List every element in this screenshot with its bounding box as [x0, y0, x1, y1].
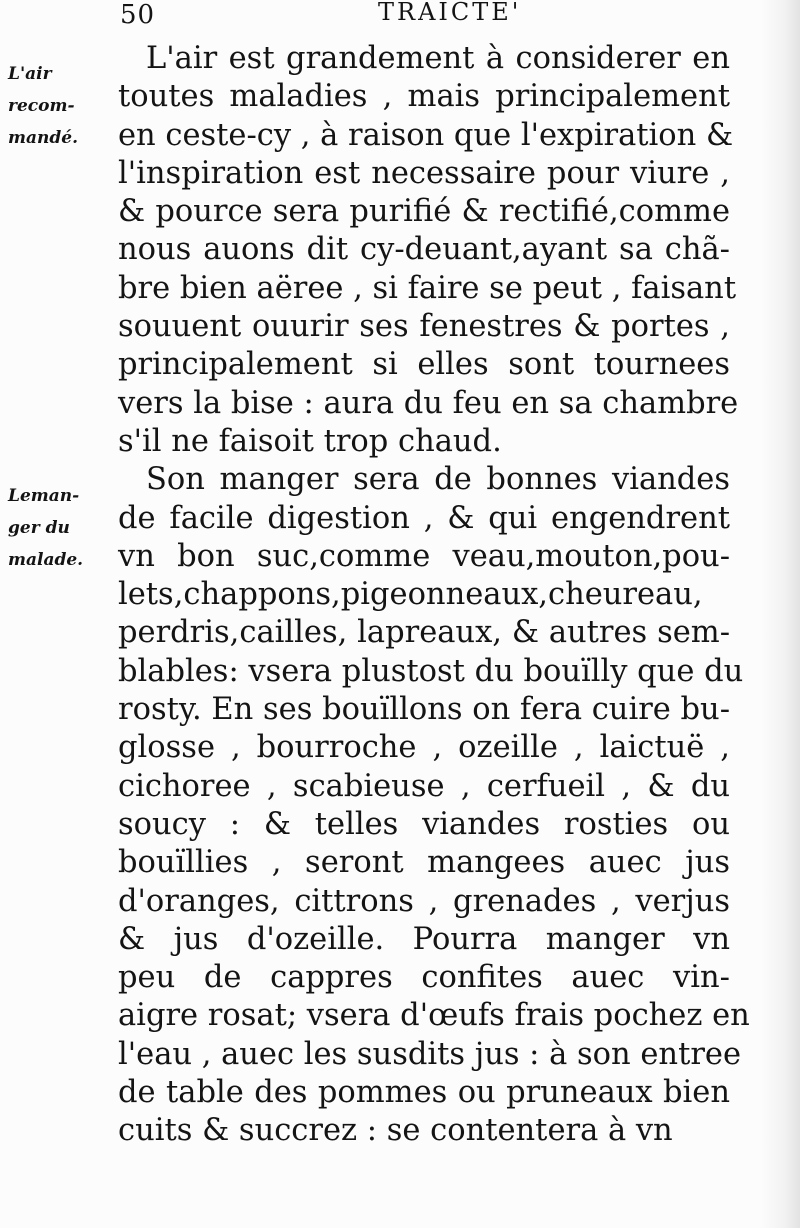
text-line: rosty. En ses bouïllons on fera cuire bu- [118, 692, 730, 728]
text-line: principalement si elles sont tournees [118, 347, 730, 383]
margin-note-line: L'air [8, 64, 52, 84]
text-line: bre bien aëree , si faire se peut , faisant [118, 270, 737, 306]
text-line: & jus d'ozeille. Pourra manger vn [118, 921, 730, 957]
text-line: vn bon suc,comme veau,mouton,pou- [118, 538, 730, 574]
running-title: TRAICTE' [378, 0, 522, 26]
text-line: l'eau , auec les susdits jus : à son entree [118, 1036, 742, 1072]
text-line: lets,chappons,pigeonneaux,cheureau, [118, 577, 703, 613]
text-line: en ceste-cy , à raison que l'expiration & [118, 117, 734, 153]
text-line: soucy : & telles viandes rosties ou [118, 806, 730, 842]
margin-note-line: recom- [8, 96, 75, 116]
text-line: glosse , bourroche , ozeille , laictuë , [118, 730, 730, 766]
text-line: L'air est grandement à considerer en [146, 41, 730, 76]
text-line: de table des pommes ou pruneaux bien [118, 1075, 730, 1111]
text-line: perdris,cailles, lapreaux, & autres sem- [118, 615, 730, 651]
text-line: Son manger sera de bonnes viandes [146, 462, 730, 498]
margin-note-air [8, 58, 118, 154]
text-line: cuits & succrez : se contentera à vn [118, 1113, 673, 1149]
margin-note-line: Leman- [8, 486, 80, 506]
text-line: l'inspiration est necessaire pour viure , [118, 155, 730, 191]
margin-note-line: mandé. [8, 128, 78, 148]
page-number: 50 [120, 0, 156, 30]
page-header [0, 0, 800, 28]
text-line: vers la bise : aura du feu en sa chambre [118, 385, 739, 421]
text-line: peu de cappres confites auec vin- [118, 960, 730, 996]
body-text [118, 40, 750, 1151]
text-line: s'il ne faisoit trop chaud. [118, 423, 502, 459]
paragraph-manger [118, 461, 750, 1150]
text-line: toutes maladies , mais principalement [118, 79, 730, 115]
margin-note-line: ger du [8, 518, 70, 538]
text-line: bouïllies , seront mangees auec jus [118, 845, 730, 881]
text-line: nous auons dit cy-deuant,ayant sa chã- [118, 232, 730, 268]
text-line: de facile digestion , & qui engendrent [118, 500, 730, 536]
text-line: blables: vsera plustost du bouïlly que du [118, 653, 744, 689]
text-line: aigre rosat; vsera d'œufs frais pochez en [118, 998, 750, 1034]
text-line: d'oranges, cittrons , grenades , verjus [118, 883, 730, 919]
margin-note-line: malade. [8, 550, 84, 570]
text-line: & pource sera purifié & rectifié,comme [118, 194, 730, 230]
margin-note-manger [8, 480, 118, 576]
page-gutter-shadow [760, 0, 800, 1228]
text-line: cichoree , scabieuse , cerfueil , & du [118, 768, 730, 804]
paragraph-air [118, 40, 739, 461]
text-line: souuent ouurir ses fenestres & portes , [118, 309, 730, 345]
